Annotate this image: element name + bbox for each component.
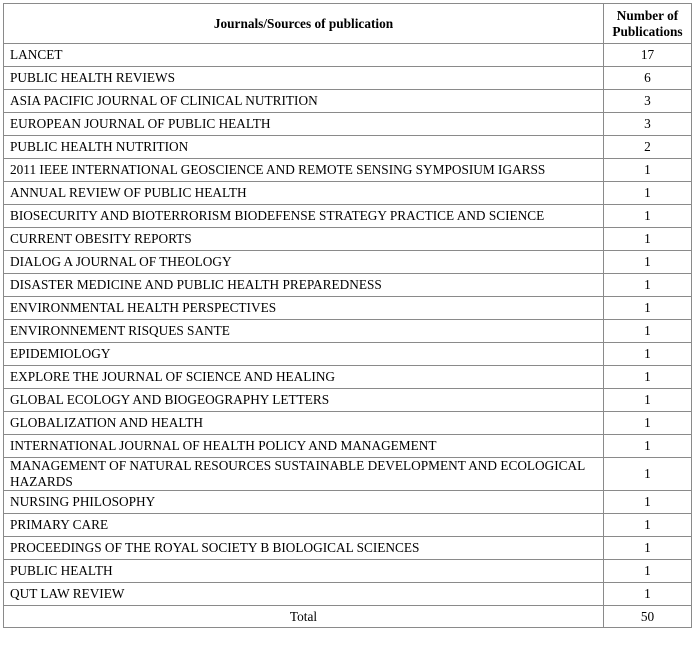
table-row [4, 412, 692, 435]
journal-cell: PUBLIC HEALTH NUTRITION [4, 136, 604, 159]
table-row [4, 537, 692, 560]
count-cell: 1 [604, 389, 692, 412]
count-cell: 1 [604, 583, 692, 606]
journal-cell: PUBLIC HEALTH REVIEWS [4, 67, 604, 90]
table-header [4, 4, 692, 44]
journal-cell: ENVIRONNEMENT RISQUES SANTE [4, 320, 604, 343]
table-row [4, 136, 692, 159]
journal-cell: ANNUAL REVIEW OF PUBLIC HEALTH [4, 182, 604, 205]
count-column-header: Number of Publications [604, 4, 692, 44]
count-cell: 1 [604, 491, 692, 514]
journal-cell: NURSING PHILOSOPHY [4, 491, 604, 514]
table-row [4, 67, 692, 90]
journal-cell: GLOBAL ECOLOGY AND BIOGEOGRAPHY LETTERS [4, 389, 604, 412]
table-row [4, 44, 692, 67]
count-cell: 2 [604, 136, 692, 159]
total-label: Total [4, 606, 604, 628]
journal-column-header: Journals/Sources of publication [4, 4, 604, 44]
table-row [4, 514, 692, 537]
journal-cell: PROCEEDINGS OF THE ROYAL SOCIETY B BIOLOGICAL SCIENCES [4, 537, 604, 560]
count-cell: 17 [604, 44, 692, 67]
journal-cell: PUBLIC HEALTH [4, 560, 604, 583]
journal-cell: GLOBALIZATION AND HEALTH [4, 412, 604, 435]
table-row [4, 320, 692, 343]
table-row [4, 458, 692, 491]
count-cell: 1 [604, 412, 692, 435]
header-row [4, 4, 692, 44]
table-body [4, 44, 692, 628]
count-cell: 1 [604, 182, 692, 205]
journal-cell: LANCET [4, 44, 604, 67]
table-row [4, 366, 692, 389]
count-cell: 1 [604, 435, 692, 458]
table-row [4, 343, 692, 366]
count-cell: 1 [604, 320, 692, 343]
journal-cell: 2011 IEEE INTERNATIONAL GEOSCIENCE AND REMOTE SENSING SYMPOSIUM IGARSS [4, 159, 604, 182]
journal-cell: DIALOG A JOURNAL OF THEOLOGY [4, 251, 604, 274]
journal-cell: PRIMARY CARE [4, 514, 604, 537]
publications-table [3, 3, 692, 628]
count-cell: 1 [604, 159, 692, 182]
journal-cell: INTERNATIONAL JOURNAL OF HEALTH POLICY AND MANAGEMENT [4, 435, 604, 458]
journal-cell: QUT LAW REVIEW [4, 583, 604, 606]
count-cell: 1 [604, 560, 692, 583]
table-row [4, 113, 692, 136]
journal-cell: MANAGEMENT OF NATURAL RESOURCES SUSTAINABLE DEVELOPMENT AND ECOLOGICAL HAZARDS [4, 458, 604, 491]
total-count: 50 [604, 606, 692, 628]
journal-cell: DISASTER MEDICINE AND PUBLIC HEALTH PREPAREDNESS [4, 274, 604, 297]
count-cell: 1 [604, 228, 692, 251]
count-cell: 1 [604, 274, 692, 297]
journal-cell: EUROPEAN JOURNAL OF PUBLIC HEALTH [4, 113, 604, 136]
journal-cell: ENVIRONMENTAL HEALTH PERSPECTIVES [4, 297, 604, 320]
count-cell: 1 [604, 343, 692, 366]
table-row [4, 228, 692, 251]
total-row [4, 606, 692, 628]
count-cell: 3 [604, 113, 692, 136]
journal-cell: EPIDEMIOLOGY [4, 343, 604, 366]
count-cell: 1 [604, 251, 692, 274]
table-row [4, 583, 692, 606]
count-cell: 1 [604, 297, 692, 320]
count-cell: 1 [604, 205, 692, 228]
table-row [4, 297, 692, 320]
journal-cell: BIOSECURITY AND BIOTERRORISM BIODEFENSE STRATEGY PRACTICE AND SCIENCE [4, 205, 604, 228]
count-cell: 1 [604, 366, 692, 389]
table-row [4, 435, 692, 458]
count-cell: 1 [604, 514, 692, 537]
count-cell: 1 [604, 458, 692, 491]
count-cell: 6 [604, 67, 692, 90]
count-cell: 3 [604, 90, 692, 113]
journal-cell: ASIA PACIFIC JOURNAL OF CLINICAL NUTRITION [4, 90, 604, 113]
table-row [4, 274, 692, 297]
table-row [4, 90, 692, 113]
journal-cell: CURRENT OBESITY REPORTS [4, 228, 604, 251]
count-cell: 1 [604, 537, 692, 560]
table-row [4, 560, 692, 583]
table-row [4, 182, 692, 205]
table-row [4, 251, 692, 274]
table-row [4, 389, 692, 412]
journal-cell: EXPLORE THE JOURNAL OF SCIENCE AND HEALING [4, 366, 604, 389]
table-row [4, 159, 692, 182]
table-row [4, 205, 692, 228]
table-row [4, 491, 692, 514]
